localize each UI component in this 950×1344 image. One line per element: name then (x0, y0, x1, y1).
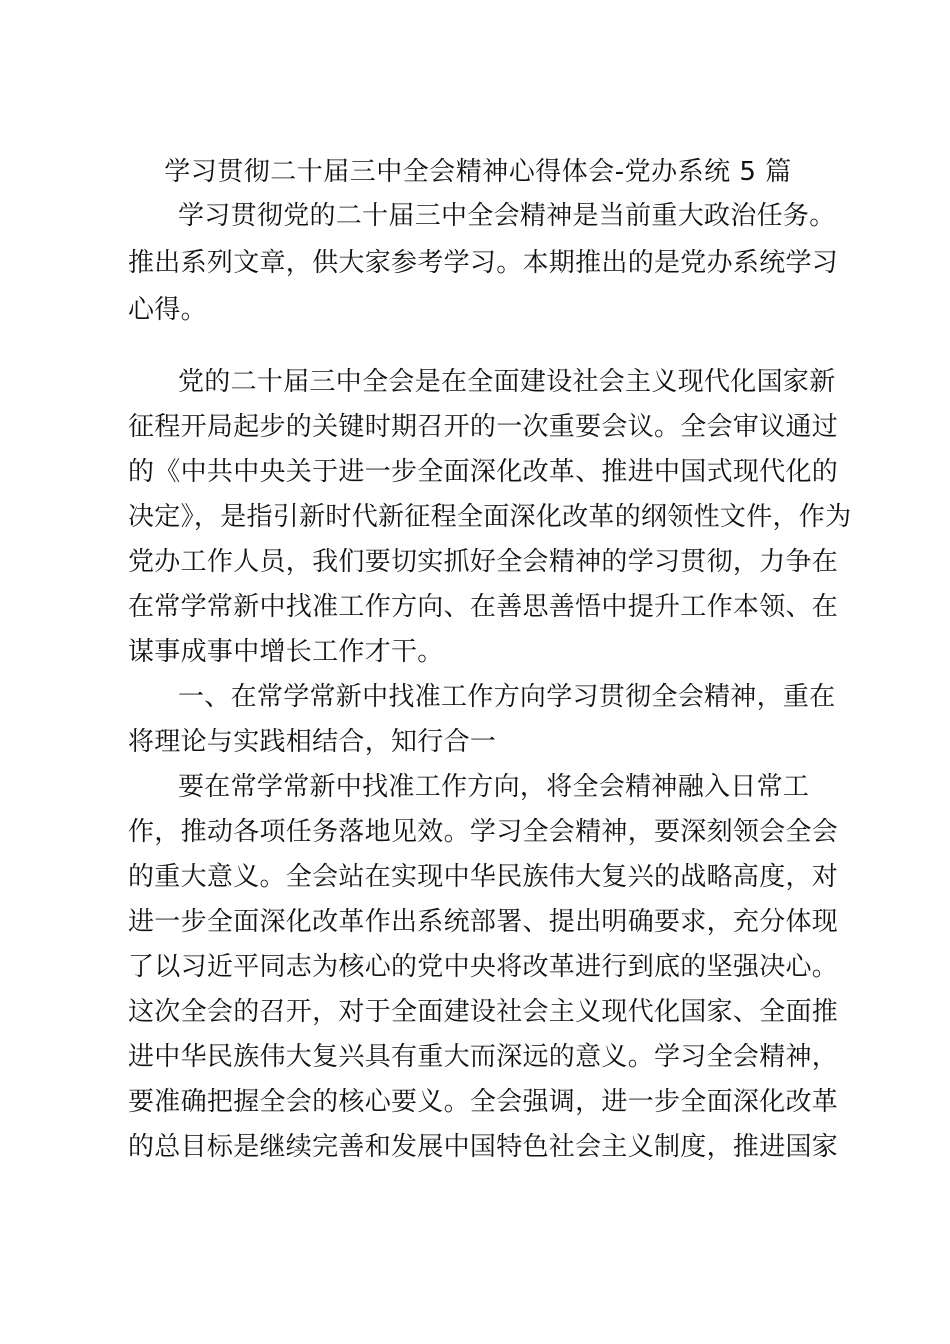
paragraph-line: 党的二十届三中全会是在全面建设社会主义现代化国家新 (178, 367, 836, 397)
paragraph-line: 决定》，是指引新时代新征程全面深化改革的纲领性文件，作为 (128, 502, 852, 532)
document-title: 学习贯彻二十届三中全会精神心得体会-党办系统 5 篇 (164, 157, 792, 187)
section-heading-line: 将理论与实践相结合，知行合一 (128, 727, 497, 757)
paragraph-line: 作，推动各项任务落地见效。学习全会精神，要深刻领会全会 (128, 817, 839, 847)
paragraph-line: 要在常学常新中找准工作方向，将全会精神融入日常工 (178, 772, 810, 802)
paragraph-line: 这次全会的召开，对于全面建设社会主义现代化国家、全面推 (128, 997, 839, 1027)
section-heading-line: 一、在常学常新中找准工作方向学习贯彻全会精神，重在 (178, 682, 836, 712)
paragraph-line: 征程开局起步的关键时期召开的一次重要会议。全会审议通过 (128, 412, 839, 442)
paragraph-line: 的重大意义。全会站在实现中华民族伟大复兴的战略高度，对 (128, 862, 839, 892)
paragraph-line: 在常学常新中找准工作方向、在善思善悟中提升工作本领、在 (128, 592, 839, 622)
paragraph-line: 的《中共中央关于进一步全面深化改革、推进中国式现代化的 (128, 457, 839, 487)
paragraph-line: 进一步全面深化改革作出系统部署、提出明确要求，充分体现 (128, 907, 839, 937)
paragraph-line: 进中华民族伟大复兴具有重大而深远的意义。学习全会精神， (128, 1042, 839, 1072)
paragraph-line: 谋事成事中增长工作才干。 (128, 637, 444, 667)
paragraph-line: 心得。 (128, 295, 207, 325)
paragraph-line: 了以习近平同志为核心的党中央将改革进行到底的坚强决心。 (128, 952, 839, 982)
paragraph-line: 要准确把握全会的核心要义。全会强调，进一步全面深化改革 (128, 1087, 839, 1117)
paragraph-line: 学习贯彻党的二十届三中全会精神是当前重大政治任务。 (178, 201, 836, 231)
paragraph-line: 党办工作人员，我们要切实抓好全会精神的学习贯彻，力争在 (128, 547, 839, 577)
paragraph-line: 推出系列文章，供大家参考学习。本期推出的是党办系统学习 (128, 248, 839, 278)
paragraph-line: 的总目标是继续完善和发展中国特色社会主义制度，推进国家 (128, 1132, 839, 1162)
